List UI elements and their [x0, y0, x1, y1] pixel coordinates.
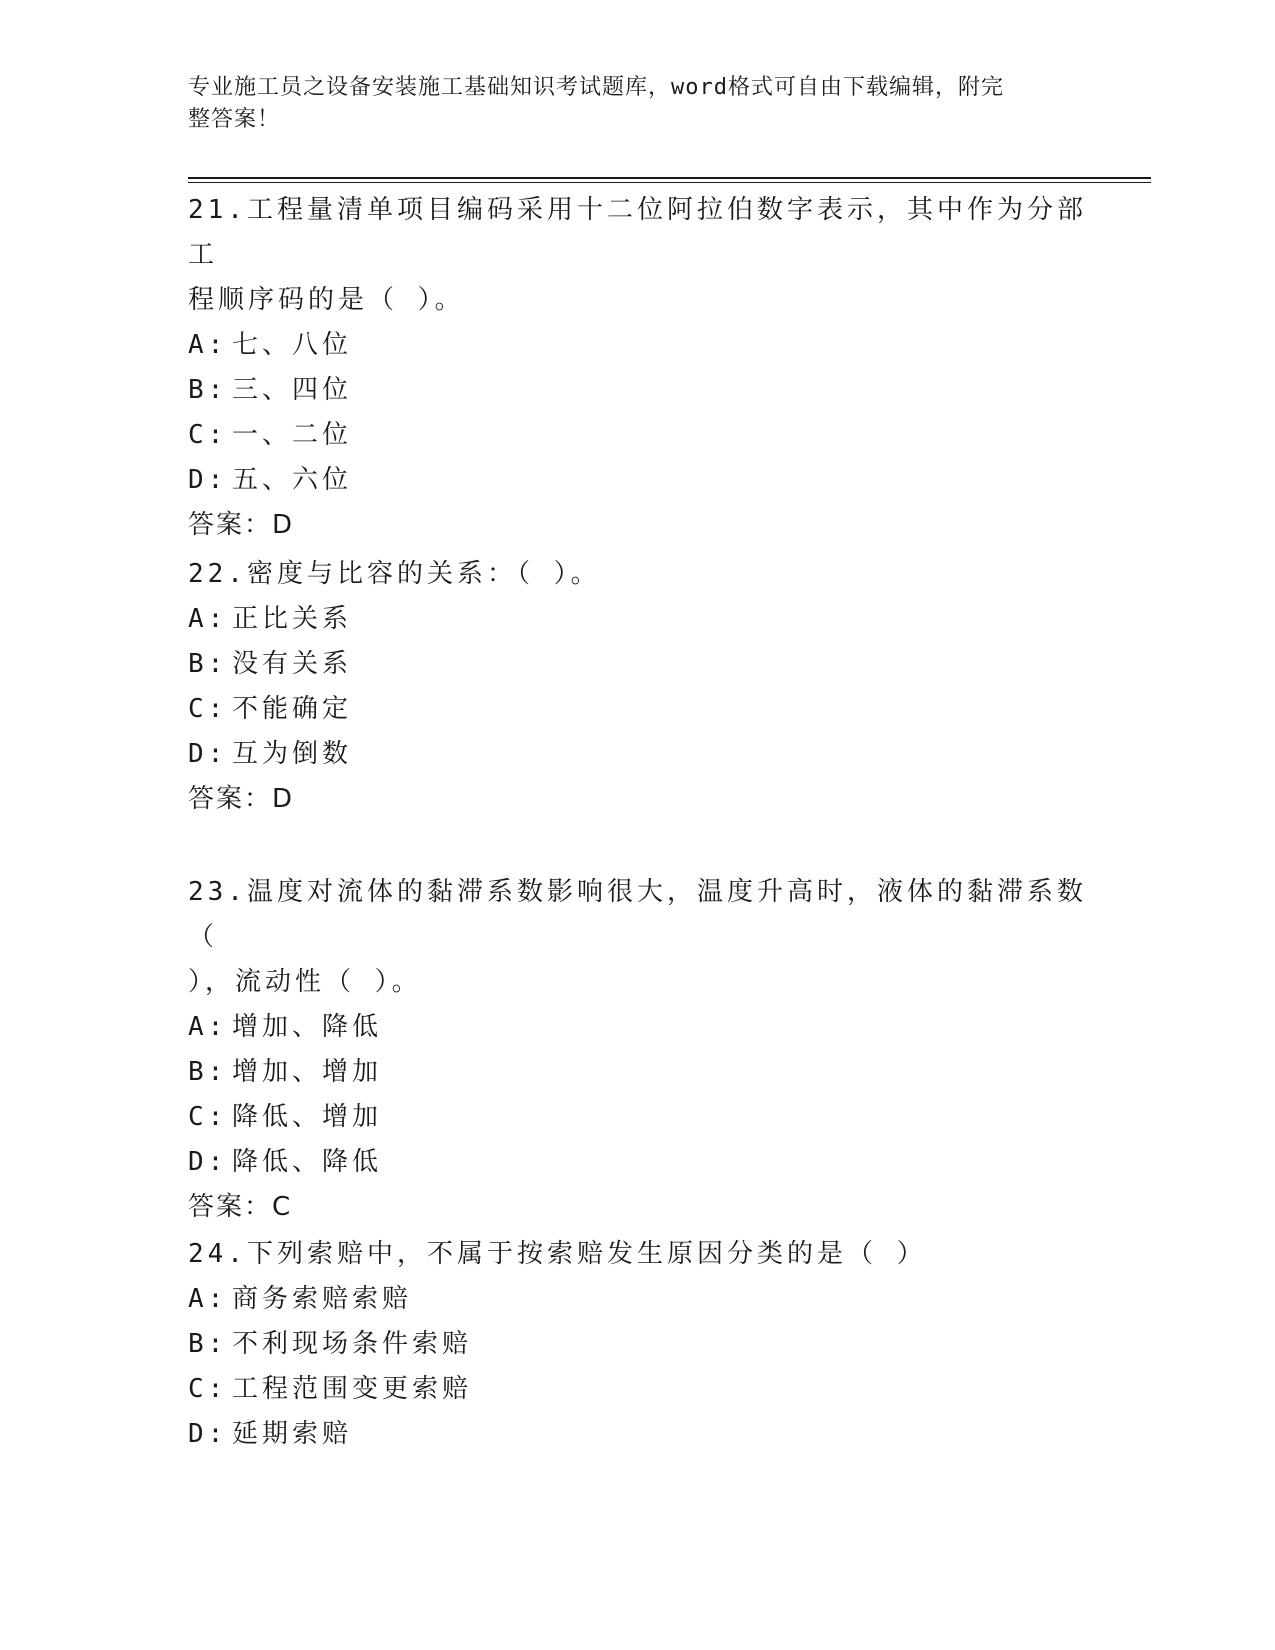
question-24	[188, 1232, 1088, 1457]
option-d	[188, 1412, 1088, 1457]
option-text: 没有关系	[232, 649, 353, 679]
option-c	[188, 687, 1088, 732]
option-key: D:	[188, 465, 228, 495]
option-d	[188, 1140, 1088, 1185]
header-divider-thick	[188, 177, 1151, 179]
option-a	[188, 1005, 1088, 1050]
header-title-line-1: 专业施工员之设备安装施工基础知识考试题库，word格式可自由下载编辑，附完	[188, 75, 1004, 100]
option-key: D:	[188, 739, 228, 769]
question-21	[188, 188, 1088, 548]
option-c	[188, 1367, 1088, 1412]
option-key: C:	[188, 1374, 228, 1404]
option-b	[188, 1322, 1088, 1367]
header-divider-thin	[188, 182, 1151, 183]
option-key: D:	[188, 1147, 228, 1177]
option-a	[188, 597, 1088, 642]
option-text: 一、二位	[232, 420, 353, 450]
answer-line: 答案：D	[188, 784, 295, 814]
option-text: 五、六位	[232, 465, 353, 495]
question-text-line-1: 21.工程量清单项目编码采用十二位阿拉伯数字表示，其中作为分部工	[188, 195, 1087, 270]
option-d	[188, 458, 1088, 503]
option-text: 降低、增加	[232, 1102, 383, 1132]
header-title-line-2: 整答案！	[188, 107, 281, 132]
question-text-line-2: 程顺序码的是（ ）。	[188, 285, 465, 315]
question-text-line-1: 23.温度对流体的黏滞系数影响很大，温度升高时，液体的黏滞系数（	[188, 877, 1087, 952]
option-key: B:	[188, 1329, 228, 1359]
question-text-line-1: 24.下列索赔中，不属于按索赔发生原因分类的是（ ）	[188, 1239, 927, 1269]
answer-line: 答案：C	[188, 1192, 293, 1222]
option-key: C:	[188, 694, 228, 724]
option-text: 正比关系	[232, 604, 353, 634]
option-key: A:	[188, 1284, 228, 1314]
question-23	[188, 870, 1088, 1230]
question-text-line-1: 22.密度与比容的关系：（ ）。	[188, 559, 601, 589]
option-key: D:	[188, 1419, 228, 1449]
option-key: C:	[188, 420, 228, 450]
option-text: 不能确定	[232, 694, 353, 724]
option-key: A:	[188, 1012, 228, 1042]
question-22	[188, 552, 1088, 822]
option-text: 降低、降低	[232, 1147, 383, 1177]
option-c	[188, 1095, 1088, 1140]
option-b	[188, 368, 1088, 413]
option-key: C:	[188, 1102, 228, 1132]
option-key: A:	[188, 604, 228, 634]
option-key: B:	[188, 1057, 228, 1087]
option-text: 商务索赔索赔	[232, 1284, 413, 1314]
option-a	[188, 1277, 1088, 1322]
option-text: 三、四位	[232, 375, 353, 405]
option-text: 增加、增加	[232, 1057, 383, 1087]
answer-line: 答案：D	[188, 510, 295, 540]
option-text: 互为倒数	[232, 739, 353, 769]
option-text: 增加、降低	[232, 1012, 383, 1042]
question-text-line-2: ），流动性（ ）。	[188, 967, 422, 997]
option-text: 七、八位	[232, 330, 353, 360]
option-key: B:	[188, 649, 228, 679]
option-text: 延期索赔	[232, 1419, 353, 1449]
document-header	[188, 72, 1068, 136]
option-a	[188, 323, 1088, 368]
option-key: B:	[188, 375, 228, 405]
option-c	[188, 413, 1088, 458]
option-text: 不利现场条件索赔	[232, 1329, 473, 1359]
option-b	[188, 642, 1088, 687]
option-key: A:	[188, 330, 228, 360]
option-text: 工程范围变更索赔	[232, 1374, 473, 1404]
option-b	[188, 1050, 1088, 1095]
option-d	[188, 732, 1088, 777]
